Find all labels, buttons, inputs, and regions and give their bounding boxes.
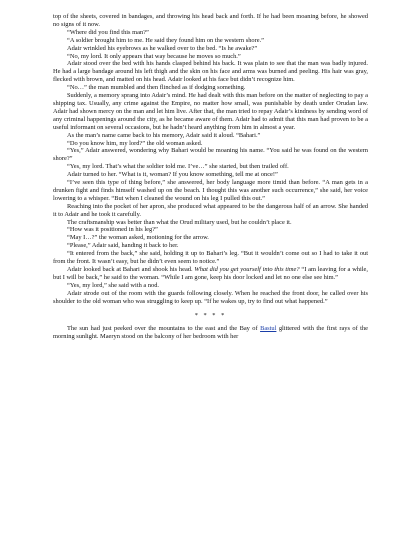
paragraph: Reaching into the pocket of her apron, she produced what appeared to be the dangerous half of an arrow. She handed it to Adair and he took it carefully. (53, 202, 368, 218)
paragraph: “Yes,” Adair answered, wondering why Bahari would be moaning his name. “You said he was found on the western shore?” (53, 147, 368, 163)
paragraph: Adair turned to her. “What is it, woman? If you know something, tell me at once!” (67, 171, 278, 179)
paragraph: “It entered from the back,” she said, holding it up to Bahari’s leg. “But it wouldn’t come out so I had to take it out from the front. It wasn’t easy, but he didn’t even seem to notice.” (53, 250, 368, 266)
scene-separator: * * * * (194, 311, 227, 319)
paragraph-text: “I am leaving for a while, but I will be back,” he said to the woman. “While I am gone, keep his door locked and let no one else see him.” (53, 266, 368, 281)
paragraph: As the man’s name came back to his memory, Adair said it aloud. “Bahari.” (67, 131, 261, 139)
paragraph-text: glittered with the first rays of the morning sunlight. Maeryn stood on the balcony of her bedroom with her (53, 325, 368, 341)
paragraph: Suddenly, a memory sprang into Adair’s mind. He had dealt with this man before on the matter of neglecting to pay a shipping tax. Usually, any crime against the Empire, no matter how small, was punishable by death under Orudan law. Adair had shown mercy on the man and let him live. After that, the man tried to repay Adair’s kindness by sending word of any criminal happenings around the city, as he became aware of them. Adair had to admit that this man had proven to be a useful informant on several occasions, but he hadn’t heard anything from him in almost a year. (53, 92, 368, 131)
italic-thought: What did you get yourself into this time? (194, 266, 300, 273)
paragraph: The craftsmanship was better than what the Orud military used, but he couldn’t place it. (67, 218, 292, 226)
paragraph: “Please,” Adair said, handing it back to her. (67, 242, 179, 250)
bastul-link[interactable]: Bastul (260, 325, 277, 333)
paragraph: top of the sheets, covered in bandages, and throwing his head back and forth. If he had been moaning before, he showed no signs of it now. (53, 13, 368, 28)
paragraph: “How was it positioned in his leg?” (67, 226, 158, 234)
paragraph: “Do you know him, my lord?” the old woman asked. (67, 139, 203, 147)
paragraph-text: Adair looked back at Bahari and shook his head. (67, 266, 195, 273)
paragraph-text: The sun had just peeked over the mountains to the east and the Bay of (67, 325, 261, 333)
paragraph (53, 266, 368, 282)
paragraph: “May I…?” the woman asked, motioning for the arrow. (67, 234, 209, 242)
paragraph: Adair strode out of the room with the guards following closely. When he reached the front door, he called over his shoulder to the old woman who was struggling to keep up. “If he wakes up, try to find out what happened.” (53, 289, 368, 305)
paragraph: “Yes, my lord,” she said with a nod. (67, 281, 160, 289)
paragraph: “No…” the man mumbled and then flinched as if dodging something. (67, 84, 246, 92)
paragraph: “Where did you find this man?” (67, 28, 149, 36)
paragraph: “A soldier brought him to me. He said they found him on the western shore.” (67, 36, 265, 44)
paragraph: “I’ve seen this type of thing before,” she answered, her body language more timid than before. “A man gets in a drunken fight and finds himself washed up on the beach. I thought this was another such occurrence,” she said, her voice lowering to a whisper. “But when I cleaned the wound on his leg I pulled this out.” (53, 179, 368, 202)
paragraph: “No, my lord. It only appears that way because he moves so much.” (67, 52, 241, 60)
paragraph: Adair stood over the bed with his hands clasped behind his back. It was plain to see that the man was badly injured. He had a large bandage around his left thigh and the skin on his face and arms was burned and peeling. His hair was gray, flecked with brown, and matted on his head. Adair looked at his face but didn’t recognize him. (53, 60, 368, 84)
paragraph: Adair wrinkled his eyebrows as he walked over to the bed. “Is he awake?” (67, 44, 258, 52)
paragraph (53, 325, 368, 341)
paragraph: “Yes, my lord. That’s what the soldier told me. I’ve…” she started, but then trailed off. (67, 163, 289, 171)
